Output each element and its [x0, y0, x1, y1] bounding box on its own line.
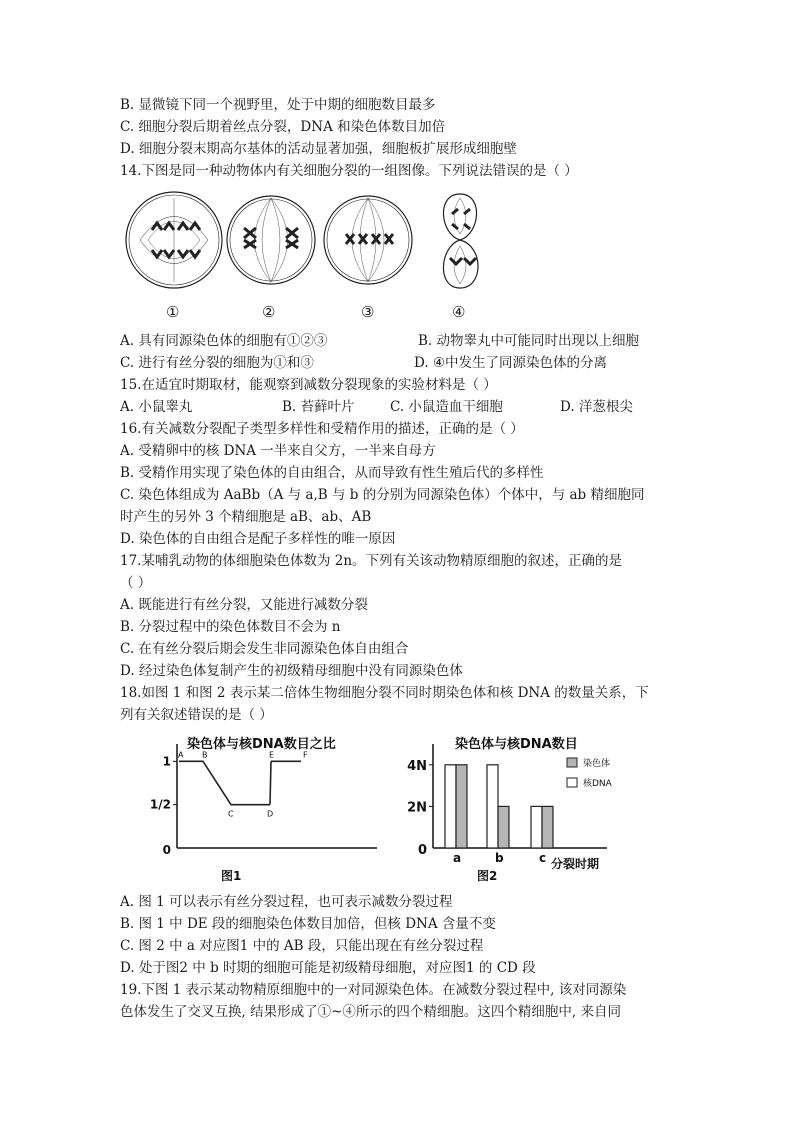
- q15-option-d: D. 洋葱根尖: [560, 399, 633, 415]
- q13-option-d: D. 细胞分裂末期高尔基体的活动显著加强，细胞板扩展形成细胞壁: [120, 141, 517, 157]
- cell-1-label: ①: [166, 303, 180, 321]
- q15-option-a: A. 小鼠睾丸: [120, 399, 193, 415]
- figure-2-title: 染色体与核DNA数目: [455, 737, 578, 752]
- figure-1-y-tick: 1: [162, 754, 171, 769]
- q17-stem: 17.某哺乳动物的体细胞染色体数为 2n。下列有关该动物精原细胞的叙述，正确的是: [120, 553, 623, 569]
- figure-2-legend-label: 染色体: [583, 759, 611, 769]
- figure-2-x-tick: b: [495, 851, 504, 865]
- q17-option-d: D. 经过染色体复制产生的初级精母细胞中没有同源染色体: [120, 663, 463, 679]
- q14-option-c: C. 进行有丝分裂的细胞为①和③: [120, 355, 314, 371]
- q15-stem: 15.在适宜时期取材，能观察到减数分裂现象的实验材料是（ ）: [120, 377, 497, 393]
- figure-2-bar-dna: [487, 765, 498, 848]
- q13-option-b: B. 显微镜下同一个视野里，处于中期的细胞数目最多: [120, 97, 436, 113]
- figure-1-chart: [145, 730, 395, 890]
- figure-2-chart: [395, 730, 635, 890]
- figure-2-x-label: 分裂时期: [551, 857, 600, 871]
- q13-option-c: C. 细胞分裂后期着丝点分裂，DNA 和染色体数目加倍: [120, 119, 446, 135]
- cell-3-figure: [324, 196, 412, 284]
- figure-1-point-label: C: [228, 809, 234, 819]
- q14-stem: 14.下图是同一种动物体内有关细胞分裂的一组图像。下列说法错误的是（ ）: [120, 163, 578, 179]
- q15-option-c: C. 小鼠造血干细胞: [390, 399, 503, 415]
- figure-2-y-tick: 2N: [407, 800, 427, 816]
- figure-2-bar-chromosome: [456, 765, 467, 848]
- q14-option-a: A. 具有同源染色体的细胞有①②③: [120, 333, 328, 349]
- q16-option-d: D. 染色体的自由组合是配子多样性的唯一原因: [120, 531, 396, 547]
- cell-1-figure: [126, 192, 222, 288]
- q17-option-b: B. 分裂过程中的染色体数目不会为 n: [120, 619, 341, 635]
- figure-2-x-tick: c: [539, 851, 547, 865]
- figure-2-bar-chromosome: [498, 806, 509, 848]
- q17-option-c: C. 在有丝分裂后期会发生非同源染色体自由组合: [120, 641, 409, 657]
- q16-option-c: C. 染色体组成为 AaBb（A 与 a,B 与 b 的分别为同源染色体）个体中，与 ab 精细胞同: [120, 487, 645, 503]
- figure-2-legend-swatch: [567, 758, 577, 767]
- q19-stem: 19.下图 1 表示某动物精原细胞中的一对同源染色体。在减数分裂过程中, 该对同源染: [120, 982, 627, 998]
- q18-option-c: C. 图 2 中 a 对应图1 中的 AB 段，只能出现在有丝分裂过程: [120, 938, 484, 954]
- q19-stem-cont: 色体发生了交叉互换, 结果形成了①~④所示的四个精细胞。这四个精细胞中, 来自同: [120, 1004, 621, 1020]
- cell-4-figure: [443, 194, 478, 288]
- cell-4-label: ④: [452, 303, 466, 321]
- figure-1-point-label: B: [202, 750, 208, 760]
- figure-2-legend-swatch: [567, 778, 577, 787]
- q16-option-b: B. 受精作用实现了染色体的自由组合，从而导致有性生殖后代的多样性: [120, 465, 544, 481]
- q18-option-b: B. 图 1 中 DE 段的细胞染色体数目加倍，但核 DNA 含量不变: [120, 916, 496, 932]
- figure-1-caption: 图1: [221, 869, 242, 883]
- q14-option-b: B. 动物睾丸中可能同时出现以上细胞: [418, 333, 640, 349]
- figure-1-y-tick: 1/2: [149, 797, 171, 812]
- figure-1-point-label: D: [267, 809, 274, 819]
- q18-stem-cont: 列有关叙述错误的是（ ）: [120, 707, 273, 723]
- q18-option-d: D. 处于图2 中 b 时期的细胞可能是初级精母细胞，对应图1 的 CD 段: [120, 960, 536, 976]
- figure-2-x-tick: a: [453, 851, 462, 865]
- figure-1-segment: [179, 761, 270, 804]
- figure-2-bar-chromosome: [542, 806, 553, 848]
- cell-2-figure: [227, 196, 315, 284]
- figure-2-bar-dna: [531, 806, 542, 848]
- q17-option-a: A. 既能进行有丝分裂，又能进行减数分裂: [120, 597, 368, 613]
- figure-1-point-label: A: [178, 750, 184, 760]
- q16-option-a: A. 受精卵中的核 DNA 一半来自父方，一半来自母方: [120, 443, 436, 459]
- figure-1-point-label: E: [269, 750, 275, 760]
- q15-option-b: B. 苔藓叶片: [282, 399, 355, 415]
- figure-2-y-tick: 4N: [407, 758, 427, 774]
- figure-2-bar-dna: [445, 765, 456, 848]
- cell-2-label: ②: [262, 303, 276, 321]
- q16-option-c-cont: 时产生的另外 3 个精细胞是 aB、ab、AB: [120, 509, 372, 525]
- cell-division-figures: [118, 188, 518, 300]
- q18-option-a: A. 图 1 可以表示有丝分裂过程，也可表示减数分裂过程: [120, 894, 453, 910]
- figure-1-point-label: F: [303, 750, 308, 760]
- figure-2-legend-label: 核DNA: [583, 779, 612, 789]
- q18-stem: 18.如图 1 和图 2 表示某二倍体生物细胞分裂不同时期染色体和核 DNA 的数量关系，下: [120, 685, 649, 701]
- figure-1-title: 染色体与核DNA数目之比: [187, 737, 336, 752]
- q14-option-d: D. ④中发生了同源染色体的分离: [414, 355, 608, 371]
- figure-1-segment: [270, 761, 271, 804]
- cell-3-label: ③: [361, 303, 375, 321]
- q16-stem: 16.有关减数分裂配子类型多样性和受精作用的描述，正确的是（ ）: [120, 421, 524, 437]
- figure-2-y-tick: 0: [417, 843, 427, 858]
- q17-stem-cont: （ ）: [120, 575, 152, 591]
- figure-1-y-tick: 0: [162, 843, 171, 857]
- figure-2-caption: 图2: [477, 869, 498, 883]
